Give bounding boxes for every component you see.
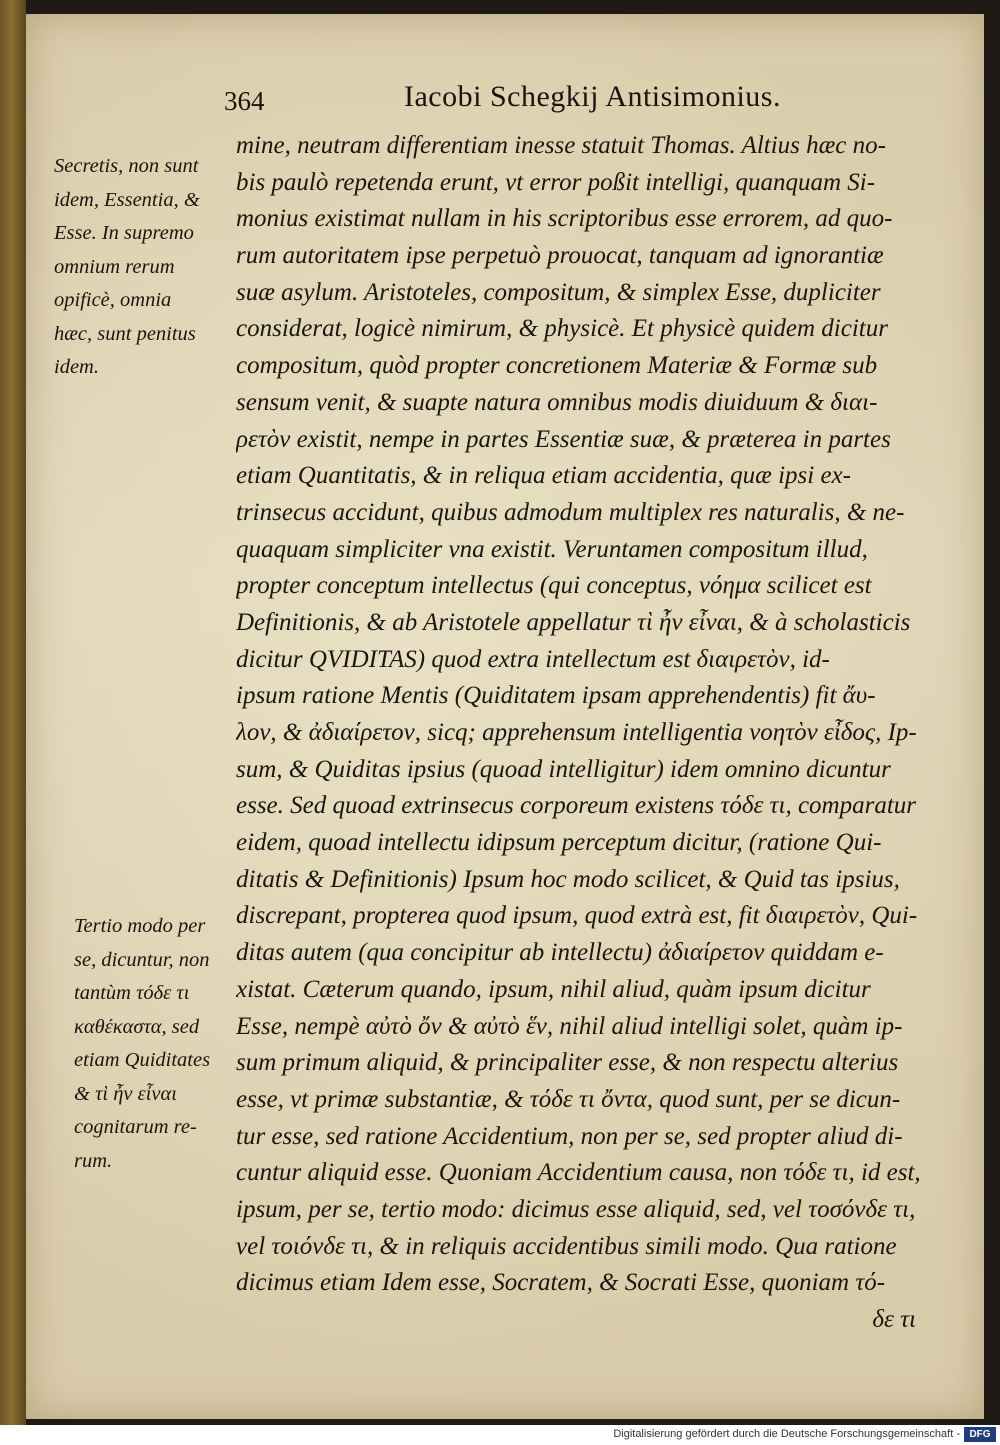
- text-line: discrepant, propterea quod ipsum, quod extrà est, fit διαιρετὸν, Qui-: [236, 902, 918, 930]
- margin-note-line: cognitarum re-: [74, 1116, 197, 1138]
- running-head: Iacobi Schegkij Antisimonius.: [404, 80, 781, 113]
- margin-note-line: tantùm τόδε τι: [74, 982, 190, 1004]
- text-line: compositum, quòd propter concretionem Materiæ & Formæ sub: [236, 352, 878, 380]
- text-line: Definitionis, & ab Aristotele appellatur τὶ ἦν εἶναι, & à scholasticis: [236, 608, 911, 636]
- margin-note-line: omnium rerum: [54, 255, 175, 278]
- margin-note-line: Tertio modo per: [74, 915, 206, 937]
- text-line: dicitur QVIDITAS) quod extra intellectum est διαιρετὸν, id-: [236, 645, 830, 673]
- margin-note-line: καθέκαστα, sed: [74, 1015, 200, 1038]
- footer-credit: Digitalisierung gefördert durch die Deutsche Forschungsgemeinschaft -: [613, 1428, 960, 1440]
- text-line: esse, vt primæ substantiæ, & τόδε τι ὄντα, quod sunt, per se dicun-: [236, 1085, 901, 1113]
- text-line: monius existimat nullam in his scriptoribus esse errorem, ad quo-: [236, 205, 893, 233]
- margin-note-essence: [54, 150, 226, 385]
- margin-note-line: etiam Quiditates: [74, 1049, 211, 1071]
- text-line: mine, neutram differentiam inesse statuit Thomas. Altius hæc no-: [236, 132, 886, 159]
- text-line: cuntur aliquid esse. Quoniam Accidentium causa, non τόδε τι, id est,: [236, 1159, 921, 1187]
- text-line: sum primum aliquid, & principaliter esse, & non respectu alterius: [236, 1049, 899, 1077]
- text-line: Esse, nempè αὐτὸ ὄν & αὐτὸ ἕν, nihil aliud intelligi solet, quàm ip-: [236, 1012, 903, 1040]
- text-line: eidem, quoad intellectu idipsum perceptum dicitur, (ratione Qui-: [236, 829, 882, 857]
- dfg-logo: DFG: [964, 1427, 996, 1442]
- margin-note-tertio-modo: [74, 910, 246, 1178]
- text-line: sensum venit, & suapte natura omnibus modis diuiduum & διαι-: [236, 388, 878, 416]
- text-line: ditatis & Definitionis) Ipsum hoc modo scilicet, & Quid tas ipsius,: [236, 865, 900, 893]
- text-line: etiam Quantitatis, & in reliqua etiam accidentia, quæ ipsi ex-: [236, 462, 851, 490]
- text-line: dicimus etiam Idem esse, Socratem, & Socrati Esse, quoniam τό-: [236, 1269, 886, 1297]
- text-line: bis paulò repetenda erunt, vt error poßit intelligi, quanquam Si-: [236, 168, 876, 196]
- text-line: vel τοιόνδε τι, & in reliquis accidentibus simili modo. Qua ratione: [236, 1232, 897, 1260]
- margin-note-line: opificè, omnia: [54, 289, 172, 311]
- text-line: xistat. Cæterum quando, ipsum, nihil aliud, quàm ipsum dicitur: [236, 975, 871, 1003]
- text-line: esse. Sed quoad extrinsecus corporeum existens τόδε τι, comparatur: [236, 792, 916, 820]
- text-line: δε τι: [872, 1306, 916, 1333]
- margin-note-line: idem.: [54, 356, 99, 378]
- margin-note-line: Secretis, non sunt: [54, 155, 199, 177]
- margin-note-line: idem, Essentia, &: [54, 188, 200, 211]
- text-line: ditas autem (qua concipitur ab intellectu) ἀδιαίρετον quiddam e-: [236, 939, 884, 967]
- text-line: trinsecus accidunt, quibus admodum multiplex res naturalis, & ne-: [236, 498, 905, 526]
- text-line: tur esse, sed ratione Accidentium, non per se, sed propter aliud di-: [236, 1122, 903, 1150]
- text-line: considerat, logicè nimirum, & physicè. Et physicè quidem dicitur: [236, 315, 888, 343]
- margin-note-line: Esse. In supremo: [54, 222, 194, 244]
- margin-note-line: rum.: [74, 1149, 113, 1172]
- book-edge: [0, 0, 26, 1425]
- text-line: suæ asylum. Aristoteles, compositum, & simplex Esse, dupliciter: [236, 278, 881, 306]
- text-line: propter conceptum intellectus (qui conceptus, νόημα scilicet est: [236, 572, 872, 600]
- text-line: λον, & ἀδιαίρετον, sicq; apprehensum intelligentia νοητὸν εἶδος, Ip-: [236, 719, 917, 746]
- text-line: ipsum ratione Mentis (Quiditatem ipsam apprehendentis) fit ἄυ-: [236, 682, 876, 710]
- page-number: 364: [224, 86, 265, 116]
- text-line: quaquam simpliciter vna existit. Veruntamen compositum illud,: [236, 535, 868, 563]
- text-line: ρετὸν existit, nempe in partes Essentiæ suæ, & præterea in partes: [236, 425, 891, 453]
- margin-note-line: & τὶ ἦν εἶναι: [74, 1082, 177, 1105]
- main-text-block: [236, 128, 936, 1339]
- margin-note-line: se, dicuntur, non: [74, 948, 210, 971]
- margin-note-line: hæc, sunt penitus: [54, 322, 196, 345]
- text-line: rum autoritatem ipse perpetuò prouocat, tanquam ad ignorantiæ: [236, 242, 884, 270]
- text-line: sum, & Quiditas ipsius (quoad intelligitur) idem omnino dicuntur: [236, 755, 891, 783]
- text-line: ipsum, per se, tertio modo: dicimus esse aliquid, sed, vel τοσόνδε τι,: [236, 1195, 916, 1223]
